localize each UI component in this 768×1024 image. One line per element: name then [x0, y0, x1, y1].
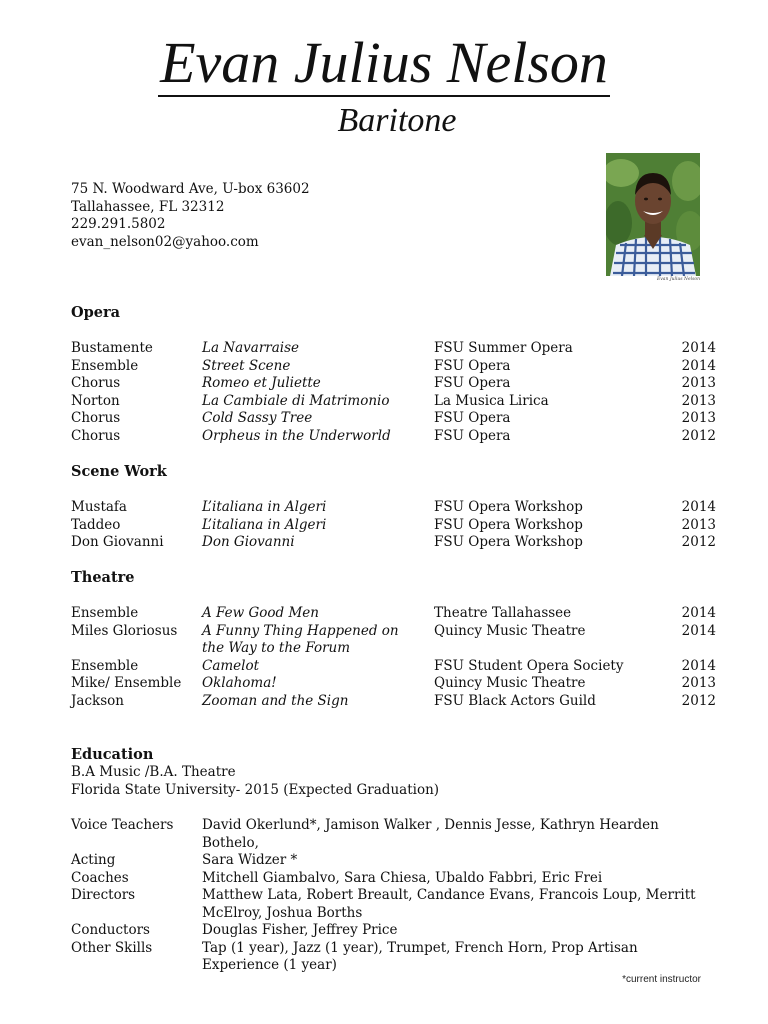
role: Ensemble [71, 357, 139, 374]
training-label: Coaches [71, 869, 129, 886]
education-degree: B.A Music /B.A. Theatre [71, 764, 236, 780]
training-value: David Okerlund*, Jamison Walker , Dennis Jesse, Kathryn Hearden Bothelo, [202, 817, 659, 851]
training-label: Acting [71, 852, 116, 868]
contact-phone: 229.291.5802 [71, 216, 166, 232]
production: L’italiana in Algeri [202, 499, 327, 515]
role: Chorus [71, 410, 121, 426]
role: Ensemble [71, 657, 139, 674]
year: 2014 [681, 657, 716, 674]
training-value: Douglas Fisher, Jeffrey Price [202, 922, 398, 938]
resume-name: Evan Julius Nelson [160, 30, 608, 95]
training-value: Sara Widzer * [202, 852, 298, 868]
company: FSU Student Opera Society [434, 657, 624, 674]
role: Miles Gloriosus [71, 622, 178, 639]
role: Chorus [71, 427, 121, 444]
production: Street Scene [202, 357, 291, 374]
role: Jackson [71, 692, 124, 709]
role: Ensemble [71, 605, 139, 621]
production: Orpheus in the Underworld [202, 427, 391, 444]
training-label: Conductors [71, 922, 150, 938]
section-title-theatre: Theatre [71, 569, 135, 586]
section-title-education: Education [71, 746, 154, 763]
training-label: Other Skills [71, 939, 153, 956]
year: 2014 [681, 499, 716, 515]
production: Oklahoma! [202, 675, 277, 691]
production: Don Giovanni [202, 534, 295, 550]
role: Bustamente [71, 340, 153, 356]
role: Mike/ Ensemble [71, 675, 182, 691]
year: 2012 [681, 692, 716, 709]
production: A Funny Thing Happened on the Way to the Forum [202, 622, 399, 656]
year: 2013 [681, 516, 716, 533]
production: La Navarraise [202, 340, 300, 356]
company: FSU Opera [434, 375, 511, 391]
role: Norton [71, 392, 120, 409]
year: 2014 [681, 605, 716, 621]
company: FSU Opera Workshop [434, 499, 583, 515]
company: Quincy Music Theatre [434, 675, 586, 691]
company: FSU Opera [434, 410, 511, 426]
production: La Cambiale di Matrimonio [202, 392, 390, 409]
role: Taddeo [71, 516, 121, 533]
production: A Few Good Men [202, 605, 319, 621]
company: FSU Opera [434, 427, 511, 444]
year: 2014 [681, 622, 716, 639]
role: Chorus [71, 375, 121, 391]
education-school: Florida State University- 2015 (Expected Graduation) [71, 781, 440, 798]
company: FSU Opera Workshop [434, 516, 583, 533]
year: 2012 [681, 427, 716, 444]
training-value: Tap (1 year), Jazz (1 year), Trumpet, French Horn, Prop Artisan Experience (1 year) [202, 939, 638, 973]
company: Quincy Music Theatre [434, 622, 586, 639]
production: L’italiana in Algeri [202, 516, 327, 533]
role: Don Giovanni [71, 534, 164, 550]
training-value: Mitchell Giambalvo, Sara Chiesa, Ubaldo Fabbri, Eric Frei [202, 869, 603, 886]
photo-caption: Evan Julius Nelson [656, 277, 700, 282]
year: 2012 [681, 534, 716, 550]
footnote: *current instructor [622, 974, 701, 985]
contact-email: evan_nelson02@yahoo.com [71, 233, 259, 250]
production: Romeo et Juliette [202, 375, 321, 391]
year: 2013 [681, 375, 716, 391]
year: 2014 [681, 340, 716, 356]
company: FSU Opera Workshop [434, 534, 583, 550]
production: Zooman and the Sign [202, 692, 349, 709]
year: 2014 [681, 357, 716, 374]
training-label: Voice Teachers [71, 817, 174, 833]
production: Cold Sassy Tree [202, 410, 313, 426]
company: La Musica Lirica [434, 392, 549, 409]
year: 2013 [681, 410, 716, 426]
company: Theatre Tallahassee [434, 605, 572, 621]
headshot-photo [606, 153, 700, 276]
training-label: Directors [71, 887, 136, 903]
contact-city: Tallahassee, FL 32312 [71, 198, 225, 215]
contact-block [71, 181, 310, 251]
section-title-opera: Opera [71, 304, 121, 321]
company: FSU Black Actors Guild [434, 692, 596, 709]
training-value: Matthew Lata, Robert Breault, Candance Evans, Francois Loup, Merritt McElroy, Joshua Borths [202, 887, 696, 921]
voice-type: Baritone [337, 102, 457, 139]
year: 2013 [681, 675, 716, 691]
company: FSU Opera [434, 357, 511, 374]
section-title-scene-work: Scene Work [71, 463, 167, 480]
production: Camelot [202, 657, 260, 674]
company: FSU Summer Opera [434, 340, 573, 356]
role: Mustafa [71, 499, 127, 515]
contact-address: 75 N. Woodward Ave, U-box 63602 [71, 181, 310, 197]
year: 2013 [681, 392, 716, 409]
